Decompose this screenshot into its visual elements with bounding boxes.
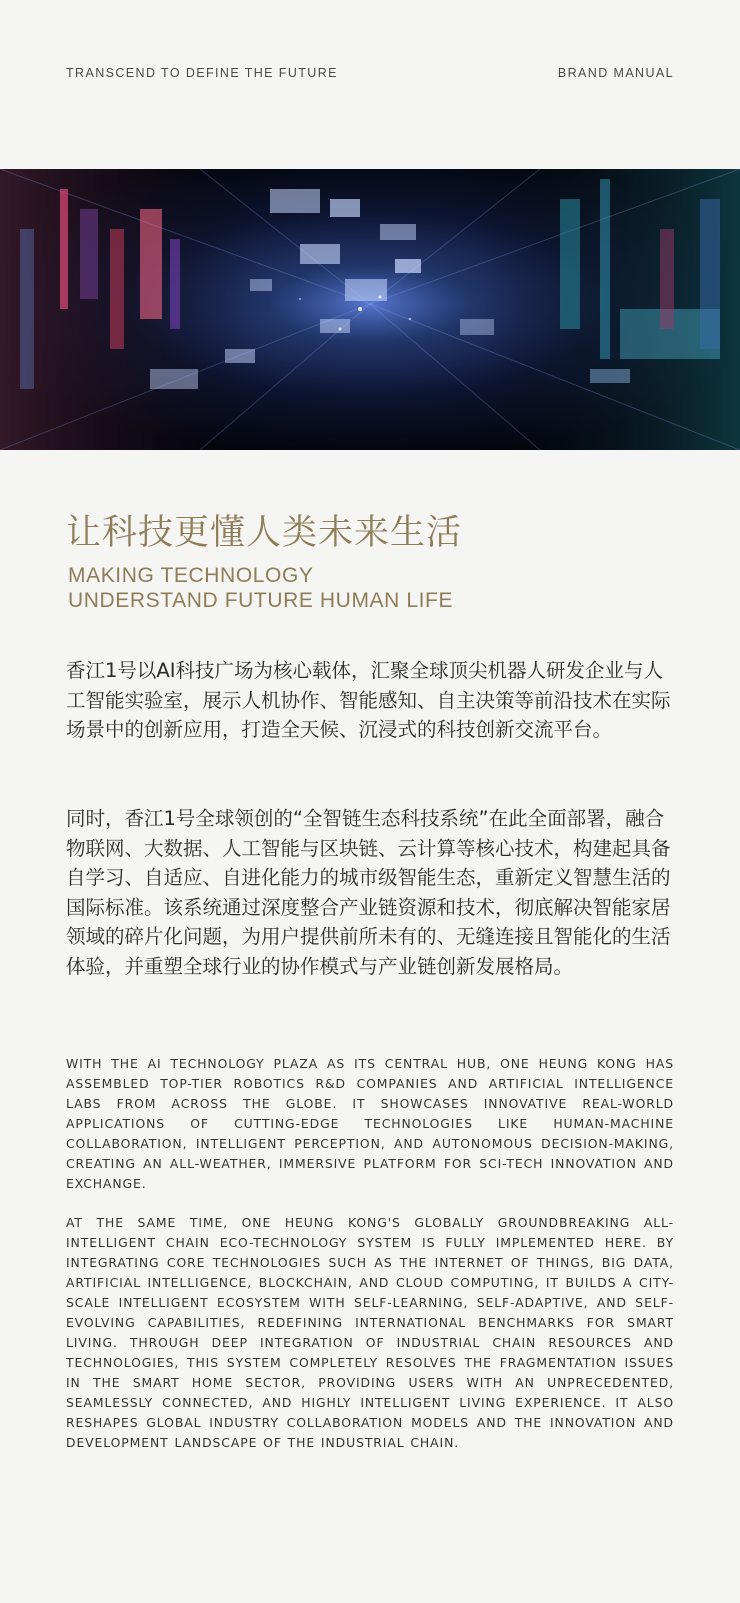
header-tagline: TRANSCEND TO DEFINE THE FUTURE: [66, 66, 338, 80]
tech-tunnel-illustration: [0, 169, 740, 450]
title-english-line1: MAKING TECHNOLOGY: [68, 564, 314, 587]
body-english-paragraph-1: WITH THE AI TECHNOLOGY PLAZA AS ITS CENTRAL HUB, ONE HEUNG KONG HAS ASSEMBLED TOP-TIER ROBOTICS R&D COMPANIES AND ARTIFICIAL INTELLIGENCE LABS FROM ACROSS THE GLOBE. IT SHOWCASES INNOVATIVE REAL-WORLD APPLICATIONS OF CUTTING-EDGE TECHNOLOGIES LIKE HUMAN-MACHINE COLLABORATION, INTELLIGENT PERCEPTION, AND AUTONOMOUS DECISION-MAKING, CREATING AN ALL-WEATHER, IMMERSIVE PLATFORM FOR SCI-TECH INNOVATION AND EXCHANGE.: [66, 1056, 674, 1191]
title-english: [68, 563, 453, 613]
body-chinese-paragraph-2: 同时，香江1号全球领创的“全智链生态科技系统”在此全面部署，融合物联网、大数据、人工智能与区块链、云计算等核心技术，构建起具备自学习、自适应、自进化能力的城市级智能生态，重新定义智慧生活的国际标准。该系统通过深度整合产业链资源和技术，彻底解决智能家居领域的碎片化问题，为用户提供前所未有的、无缝连接且智能化的生活体验，并重塑全球行业的协作模式与产业链创新发展格局。: [66, 807, 671, 978]
page-header: [66, 66, 674, 80]
body-chinese-paragraph-1: 香江1号以AI科技广场为核心载体，汇聚全球顶尖机器人研发企业与人工智能实验室，展示人机协作、智能感知、自主决策等前沿技术在实际场景中的创新应用，打造全天候、沉浸式的科技创新交流平台。: [66, 659, 671, 741]
hero-image: [0, 169, 740, 450]
body-english-paragraph-2: AT THE SAME TIME, ONE HEUNG KONG'S GLOBALLY GROUNDBREAKING ALL-INTELLIGENT CHAIN ECO-TECHNOLOGY SYSTEM IS FULLY IMPLEMENTED HERE. BY INTEGRATING CORE TECHNOLOGIES SUCH AS THE INTERNET OF THINGS, BIG DATA, ARTIFICIAL INTELLIGENCE, BLOCKCHAIN, AND CLOUD COMPUTING, IT BUILDS A CITY-SCALE INTELLIGENT ECOSYSTEM WITH SELF-LEARNING, SELF-ADAPTIVE, AND SELF-EVOLVING CAPABILITIES, REDEFINING INTERNATIONAL BENCHMARKS FOR SMART LIVING. THROUGH DEEP INTEGRATION OF INDUSTRIAL CHAIN RESOURCES AND TECHNOLOGIES, THIS SYSTEM COMPLETELY RESOLVES THE FRAGMENTATION ISSUES IN THE SMART HOME SECTOR, PROVIDING USERS WITH AN UNPRECEDENTED, SEAMLESSLY CONNECTED, AND HIGHLY INTELLIGENT LIVING EXPERIENCE. IT ALSO RESHAPES GLOBAL INDUSTRY COLLABORATION MODELS AND THE INNOVATION AND DEVELOPMENT LANDSCAPE OF THE INDUSTRIAL CHAIN.: [66, 1215, 674, 1450]
title-english-line2: UNDERSTAND FUTURE HUMAN LIFE: [68, 589, 454, 612]
title-chinese: 让科技更懂人类未来生活: [66, 513, 463, 553]
header-brand-manual: BRAND MANUAL: [557, 66, 674, 80]
